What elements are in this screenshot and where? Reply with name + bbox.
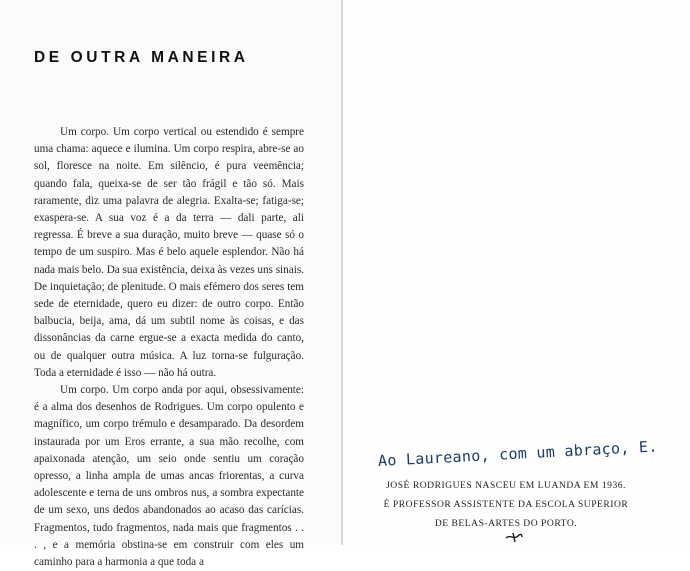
left-page (0, 0, 342, 569)
chapter-title: DE OUTRA MANEIRA (34, 49, 249, 66)
handwritten-dedication: Ao Laureano, com um abraço, E. (377, 437, 659, 470)
bio-line: JOSÉ RODRIGUES NASCEU EM LUANDA EM 1936. (386, 480, 626, 491)
signature-flourish-icon (505, 531, 523, 543)
paragraph: Um corpo. Um corpo anda por aqui, obsessivamente: é a alma dos desenhos de Rodrigues. Um corpo opulento e magnífico, um corpo trémulo e desamparado. Da desordem instaurada por um Eros errante, a sua mão recolhe, com apaixonada atenção, um seio onde sentiu um coração opresso, a linha ampla de umas ancas friorentas, a curva adolescente e terna de uns ombros nus, a sombra expectante de um sexo, uns dedos abandonados ao acaso das carícias. Fragmentos, tudo fragmentos, nada mais que fragmentos . . . , e a memória obstina-se em construir com eles um caminho para a harmonia a que toda a (34, 384, 304, 569)
essay-body (34, 124, 304, 571)
bio-line: DE BELAS-ARTES DO PORTO. (434, 518, 578, 529)
author-bio (356, 476, 656, 533)
bio-line: É PROFESSOR ASSISTENTE DA ESCOLA SUPERIOR (383, 499, 629, 510)
paragraph: Um corpo. Um corpo vertical ou estendido é sempre uma chama: aquece e ilumina. Um corpo respira, abre-se ao sol, floresce na noite. Em silêncio, é pura veemência; quando fala, queixa-se de ser tão frágil e tão só. Mais raramente, diz uma palavra de alegria. Exalta-se; fatiga-se; exaspera-se. A sua voz é a da terra — dali parte, ali regressa. É breve a sua duração, muito breve — quase só o tempo de um suspiro. Mas é belo aquele esplendor. Não há nada mais belo. Da sua existência, deixa às vezes uns sinais. De inquietação; de plenitude. O mais efémero dos seres tem sede de eternidade, quero eu dizer: de outro corpo. Então balbucia, beija, ama, dá um subtil nome às coisas, e das dissonâncias da carne ergue-se a exacta medida do canto, ou de qualquer outra música. A luz torna-se fulguração. Toda a eternidade é isso — não há outra. (34, 126, 304, 379)
